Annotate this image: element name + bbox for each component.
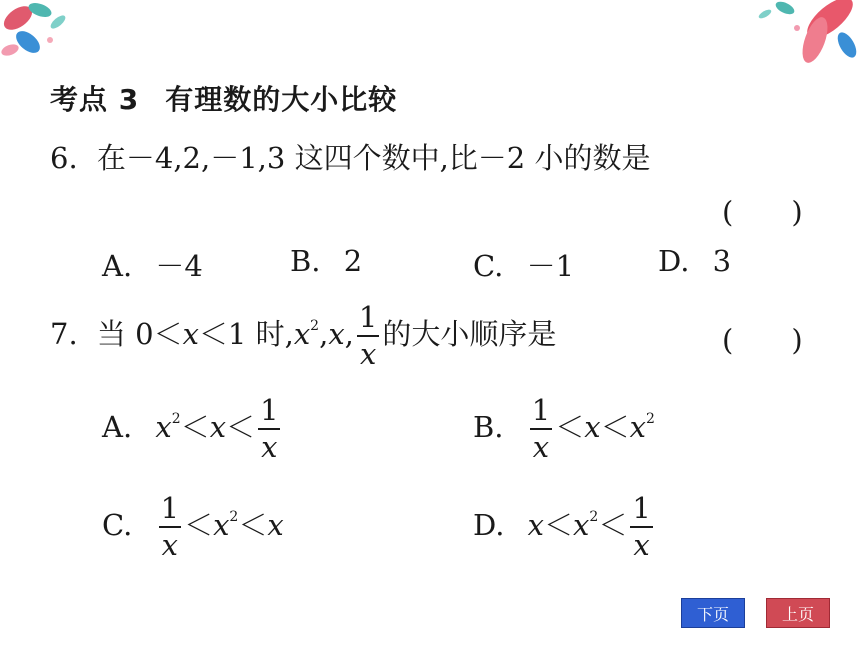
floral-decoration-left bbox=[0, 0, 90, 72]
option-letter: C. bbox=[102, 508, 133, 542]
option-expression: $x<x^2<$ $\frac{1}{x}$ bbox=[527, 491, 651, 562]
fraction-denominator: x bbox=[357, 335, 379, 369]
question-7-fraction bbox=[356, 300, 380, 371]
option-text: －4 bbox=[155, 249, 203, 283]
question-7-number: 7. bbox=[50, 317, 78, 351]
question-6-option-a bbox=[102, 244, 203, 285]
option-letter: C. bbox=[473, 249, 504, 283]
previous-page-button[interactable]: 上页 bbox=[766, 598, 830, 628]
section-title bbox=[50, 78, 397, 118]
option-letter: D. bbox=[473, 508, 505, 542]
option-letter: D. bbox=[658, 244, 690, 278]
fraction-numerator: 1 bbox=[358, 300, 378, 334]
question-6-option-b bbox=[290, 244, 362, 278]
question-6-option-d bbox=[658, 244, 731, 278]
question-6-answer-blank: ( ) bbox=[722, 195, 803, 229]
question-7-text-suffix: 的大小顺序是 bbox=[382, 317, 557, 351]
next-page-button[interactable]: 下页 bbox=[681, 598, 745, 628]
option-expression: $\frac{1}{x}$ $<x^2<x$ bbox=[160, 491, 284, 562]
question-7-stem: 7. 当 0＜x＜1 时$,x^2,x$, $\frac{1}{x}$ 的大小顺序是 bbox=[50, 300, 557, 371]
question-6-option-c bbox=[473, 244, 574, 285]
question-7-answer-blank: ( ) bbox=[722, 323, 803, 357]
section-heading: 有理数的大小比较 bbox=[165, 83, 398, 116]
question-7-option-a bbox=[102, 393, 284, 464]
question-7-option-d bbox=[473, 491, 656, 562]
question-7-text-prefix: 当 0＜ bbox=[96, 317, 183, 351]
option-letter: B. bbox=[290, 244, 321, 278]
question-7-text-mid: ＜1 时, bbox=[198, 317, 294, 351]
option-letter: A. bbox=[102, 410, 133, 444]
floral-decoration-right bbox=[735, 0, 860, 72]
option-text: 3 bbox=[712, 244, 732, 278]
question-6-text: 在－4,2,－1,3 这四个数中,比－2 小的数是 bbox=[96, 141, 651, 175]
option-text: 2 bbox=[343, 244, 363, 278]
header-decoration bbox=[0, 0, 860, 72]
question-7-option-c bbox=[102, 491, 284, 562]
question-7-variable: x bbox=[182, 317, 199, 351]
question-6-stem bbox=[50, 136, 650, 177]
option-text: －1 bbox=[526, 249, 575, 283]
question-6-number: 6. bbox=[50, 141, 78, 175]
question-7-option-b bbox=[473, 393, 655, 464]
section-label: 考点 3 bbox=[50, 83, 140, 116]
option-expression: $\frac{1}{x}$ $<x<x^2$ bbox=[531, 393, 655, 464]
option-letter: A. bbox=[102, 249, 133, 283]
option-expression: $x^2<x<$ $\frac{1}{x}$ bbox=[155, 393, 279, 464]
option-letter: B. bbox=[473, 410, 504, 444]
